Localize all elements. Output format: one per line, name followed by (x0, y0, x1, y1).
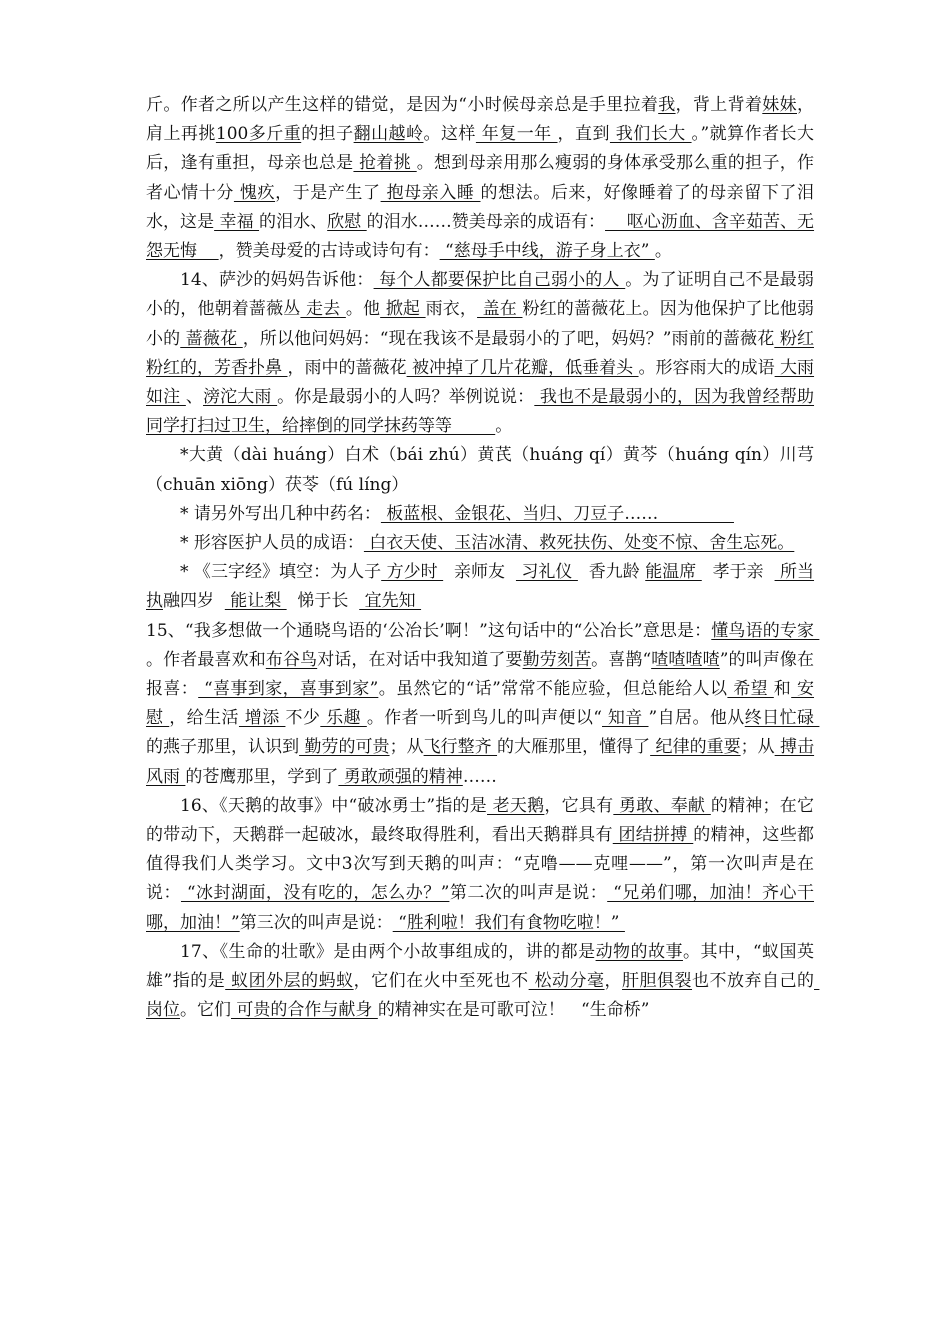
answer-blank: 勇敢顽强的精神 (338, 766, 463, 787)
text-run: 。虽然它的“话”常常不能应验，但总能给人以 (378, 679, 728, 700)
text-run: 的苍鹰那里，学到了 (185, 766, 339, 787)
text-run: 17、《生命的壮歌》是由两个小故事组成的，讲的都是 (180, 941, 596, 962)
text-run: 雨衣， (425, 299, 478, 320)
answer-blank: 所当执 (146, 562, 815, 612)
text-run: 。想到母亲用那么瘦弱的身体承受那么重的担子，作者心情十分 (146, 153, 815, 203)
text-run: 。为了证明自己不是最弱小的，他朝着蔷薇丛 (146, 270, 814, 320)
answer-blank: “兄弟们哪，加油！齐心干哪，加油！” (146, 883, 815, 933)
answer-blank: 宜先知 (359, 591, 422, 612)
text-run: ；从 (389, 737, 424, 758)
text-run: ，赞美母爱的古诗或诗句有： (218, 241, 440, 262)
text-run: 。作者最喜欢和 (146, 649, 266, 670)
answer-blank: 希望 (727, 679, 774, 700)
text-run: 也不放弃自己的 (692, 971, 815, 992)
answer-blank: 懂鸟语的专家 (711, 620, 820, 641)
answer-blank: 滂沱大雨 (203, 387, 278, 408)
answer-blank: 习礼仪 (515, 562, 578, 583)
answer-blank: 欣慰 (327, 211, 367, 232)
text-run: 。 (654, 241, 672, 262)
paragraph (146, 500, 814, 529)
answer-blank: 盖在 (477, 299, 523, 320)
text-run: * 《三字经》填空：为人子 (180, 562, 382, 583)
answer-blank: 粉红粉红的，芳香扑鼻 (146, 328, 814, 378)
answer-blank: 安慰 (146, 679, 815, 729)
answer-blank: 搏击风雨 (146, 737, 815, 787)
answer-blank: 翻山越岭 (353, 124, 424, 145)
answer-blank: 终日忙碌 (744, 708, 820, 729)
answer-blank: 勤劳的可贵 (299, 737, 390, 758)
answer-blank: “慈母手中线，游子身上衣” (439, 241, 655, 262)
paragraph (146, 792, 814, 938)
answer-blank: 能温席 (645, 562, 702, 583)
answer-blank: “胜利啦！我们有食物吃啦！” (392, 912, 625, 933)
text-run: *大黄（dài huáng）白术（bái zhú）黄芪（huáng qí）黄芩（huáng qín）川芎（chuān xiōng）茯苓（fú líng） (146, 445, 814, 495)
answer-blank: 喳喳喳喳 (651, 649, 720, 670)
text-run: 亲师友 (443, 562, 516, 583)
answer-blank: 走去 (300, 299, 346, 320)
answer-blank: 增添 (238, 708, 286, 729)
answer-blank: 乐趣 (320, 708, 367, 729)
answer-blank: 抢着挑 (353, 153, 417, 174)
answer-blank: 方少时 (381, 562, 444, 583)
answer-blank: 勤劳刻苦 (522, 649, 592, 670)
text-run: 。它们 (180, 1000, 231, 1021)
answer-blank: 大雨如注 (146, 357, 815, 408)
paragraph (146, 529, 814, 558)
text-run: ，肩上再挑 (146, 95, 814, 145)
answer-blank: 蚁团外层的蚂蚁 (225, 971, 354, 992)
text-run: 的大雁那里，懂得了 (497, 737, 651, 758)
text-run: 和 (773, 679, 792, 700)
text-run: 香九龄 (577, 562, 646, 583)
answer-blank: 可贵的合作与献身 (231, 1000, 378, 1021)
text-run: 的精神；在它的带动下，天鹅群一起破冰，最终取得胜利，看出天鹅群具有 (146, 795, 815, 846)
answer-blank: 年复一年 (475, 124, 558, 145)
answer-blank: 妹妹 (762, 95, 797, 115)
answer-blank: 每个人都要保护比自己弱小的人 (373, 270, 626, 291)
text-run: 14、萨沙的妈妈告诉他： (180, 270, 374, 291)
text-run: 。你是最弱小的人吗？举例说说： (277, 387, 535, 408)
answer-blank: 飞行整齐 (423, 737, 498, 758)
answer-blank: 我们长大 (609, 124, 692, 145)
text-run: 的燕子那里，认识到 (146, 737, 300, 758)
text-run: 第三次的叫声是说： (239, 912, 393, 933)
paragraph (146, 266, 814, 441)
text-run: ，它具有 (544, 795, 614, 816)
answer-blank: 蔷薇花 (180, 328, 243, 349)
answer-blank: 幸福 (214, 211, 260, 232)
text-run: 粉红的蔷薇花上。因为他保护了比他弱小的 (146, 299, 814, 349)
answer-blank: 呕心沥血、含辛茹苦、无怨无悔 (146, 211, 815, 262)
text-run: 。形容雨大的成语 (638, 357, 775, 378)
document-body (146, 91, 820, 1026)
text-run: ，背上背着 (675, 95, 763, 115)
answer-blank: 动物的故事 (595, 941, 683, 962)
answer-blank: 知音 (602, 708, 649, 729)
text-run: 不少 (285, 708, 321, 729)
text-run: ，雨中的蔷薇花 (287, 357, 407, 378)
text-run: 的想法。后来，好像睡着了的母亲留下了泪水，这是 (146, 182, 815, 232)
answer-blank: “喜事到家，喜事到家” (198, 679, 379, 700)
text-run: 的泪水、 (259, 211, 328, 232)
text-run: 第二次的叫声是说： (449, 883, 608, 904)
text-run: 的泪水……赞美母亲的成语有： (366, 211, 606, 232)
text-run: * 形容医护人员的成语： (180, 533, 364, 554)
text-run: 。喜鹊“ (591, 649, 652, 670)
answer-blank: 100多斤重 (215, 124, 302, 145)
paragraph (146, 91, 814, 266)
text-run: 15、“我多想做一个通晓鸟语的‘公冶长’啊！”这句话中的“公冶长”意思是： (146, 620, 712, 641)
paragraph (146, 938, 820, 1026)
answer-blank: 我也不是最弱小的，因为我曾经帮助同学打扫过卫生，给摔倒的同学抹药等等 (146, 387, 815, 437)
text-run: ， (604, 971, 623, 992)
answer-blank: 老天鹅 (487, 795, 545, 816)
answer-blank: 板蓝根、金银花、当归、刀豆子…… (380, 503, 734, 524)
text-run: 的精神，这些都值得我们人类学习。文中3次写到天鹅的叫声：“克噜——克哩——”，第一次叫声是在说： (146, 825, 815, 904)
text-run: 。” (691, 124, 710, 145)
answer-blank: 勇敢、奉献 (613, 795, 711, 816)
answer-blank: 松动分毫 (528, 971, 605, 992)
text-run: 就算作者长大后，逢有重担，母亲也总是 (146, 124, 815, 174)
text-run: ；从 (740, 737, 775, 758)
text-run: ，它们在火中至死也不 (353, 971, 529, 992)
text-run: 。作者一听到鸟儿的叫声便以“ (366, 708, 602, 729)
text-run: 融四岁 (163, 591, 225, 612)
answer-blank: 愧疚 (233, 182, 276, 203)
answer-blank: 能让梨 (224, 591, 287, 612)
text-run: 的精神实在是可歌可泣！ “生命桥” (377, 1000, 650, 1021)
answer-blank: 布谷鸟 (265, 649, 318, 670)
paragraph (146, 441, 814, 499)
paragraph (146, 617, 820, 792)
answer-blank: 肝胆俱裂 (622, 971, 693, 992)
answer-blank: “冰封湖面，没有吃的，怎么办？” (180, 883, 450, 904)
text-run: 的担子 (301, 124, 354, 145)
answer-blank: 白衣天使、玉洁冰清、救死扶伤、处变不惊、舍生忘死。 (363, 533, 795, 554)
text-run: * 请另外写出几种中药名： (180, 503, 381, 524)
answer-blank: 团结拼搏 (612, 825, 694, 846)
text-run: ，给生活 (169, 708, 239, 729)
text-run: 16、《天鹅的故事》中“破冰勇士”指的是 (180, 795, 488, 816)
text-run: ”的叫声像在报喜： (146, 649, 815, 700)
text-run: ，于是产生了 (275, 182, 381, 203)
text-run: ”自居。他从 (648, 708, 745, 729)
text-run: 。 (495, 416, 513, 437)
text-run: 。他 (345, 299, 381, 320)
text-run: 斤。作者之所以产生这样的错觉，是因为“小时候母亲总是手里拉着 (146, 95, 659, 115)
answer-blank: 掀起 (380, 299, 426, 320)
text-run: …… (462, 766, 497, 787)
paragraph (146, 558, 814, 616)
answer-blank: 抱母亲入睡 (380, 182, 481, 203)
text-run: ，直到 (557, 124, 610, 145)
text-run: 对话，在对话中我知道了要 (317, 649, 523, 670)
text-run: 。这样 (423, 124, 476, 145)
answer-blank: 岗位 (146, 971, 820, 1021)
answer-blank: 我 (658, 95, 676, 115)
answer-blank: 被冲掉了几片花瓣，低垂着头 (406, 357, 639, 378)
text-run: 悌于长 (286, 591, 360, 612)
text-run: 。其中，“蚁国英雄”指的是 (146, 941, 814, 992)
text-run: 孝于亲 (701, 562, 775, 583)
answer-blank: 纪律的重要 (650, 737, 741, 758)
text-run: ，所以他问妈妈：“现在我该不是最弱小的了吧，妈妈？”雨前的蔷薇花 (242, 328, 775, 349)
text-run: 、 (185, 387, 203, 408)
